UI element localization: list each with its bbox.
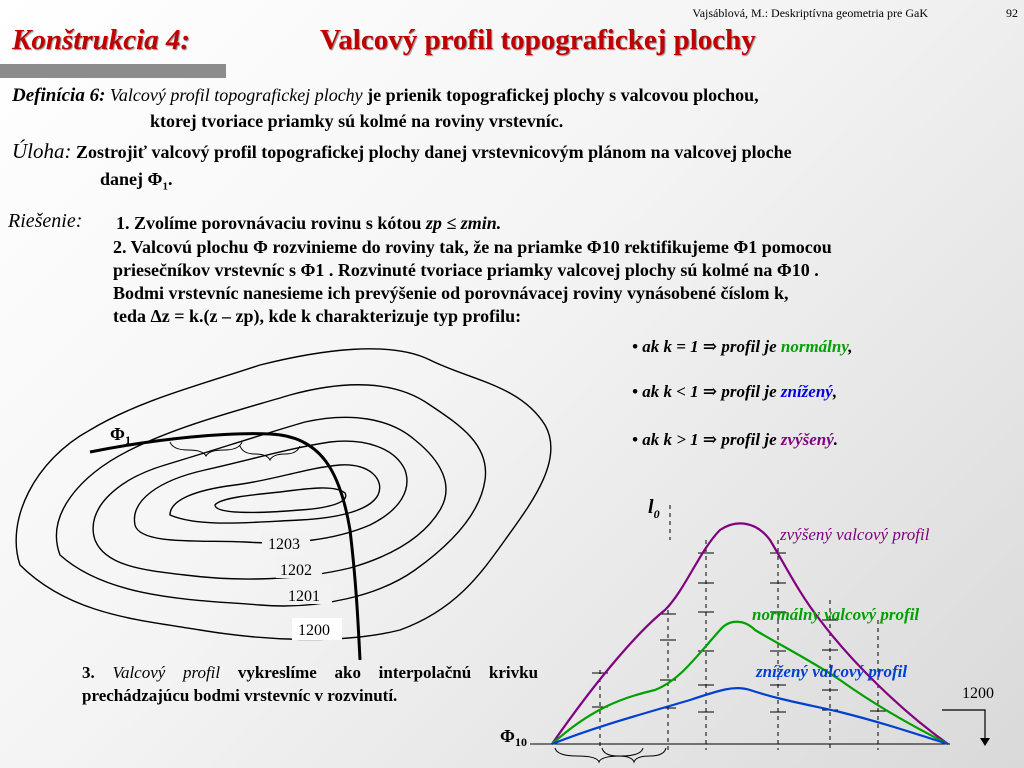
measure-braces bbox=[555, 748, 666, 762]
task-text-2 bbox=[100, 168, 172, 199]
contour-1203 bbox=[134, 441, 406, 543]
definition-text: je prienik topografickej plochy s valcovou plochou, bbox=[367, 85, 759, 105]
definition-label: Definícia 6: bbox=[12, 85, 106, 106]
contour-height-labels bbox=[262, 532, 342, 640]
solution-label: Riešenie: bbox=[8, 210, 83, 232]
step-3 bbox=[82, 661, 538, 707]
raised-profile-label: zvýšený valcový profil bbox=[780, 525, 930, 544]
label-1203: 1203 bbox=[268, 536, 300, 553]
solution-step-2 bbox=[113, 236, 1013, 328]
solution-step-1 bbox=[116, 212, 501, 235]
phi1-label: $\Phi_1$ bbox=[110, 424, 131, 447]
base-level-label: 1200 bbox=[962, 685, 994, 702]
definition-text-2: ktorej tvoriace priamky sú kolmé na roviny vrstevníc. bbox=[150, 111, 564, 131]
header-reference: Vajsáblová, M.: Deskriptívna geometria pre GaK bbox=[692, 6, 928, 20]
definition-block bbox=[12, 84, 1017, 107]
label-1202: 1202 bbox=[280, 562, 312, 579]
page-number: 92 bbox=[1006, 6, 1018, 20]
reduced-profile-label: znížený valcový profil bbox=[756, 662, 908, 681]
contour-summit bbox=[215, 488, 346, 512]
page-title: Valcový profil topografickej plochy bbox=[320, 24, 756, 56]
l0-label: $l_0$ bbox=[648, 496, 660, 521]
contour-map bbox=[0, 330, 560, 660]
step3-text: vykreslíme ako interpolačnú krivku prechádzajúcu bodmi vrstevníc v rozvinutí. bbox=[82, 663, 539, 705]
task-end: . bbox=[167, 169, 173, 189]
bullet-reduced: • ak k < 1 ⇒ profil je znížený, bbox=[632, 382, 838, 401]
normal-profile-label: normálny valcový profil bbox=[752, 605, 920, 624]
title-underline-bar bbox=[0, 64, 226, 78]
construction-title: Konštrukcia 4: bbox=[12, 24, 191, 56]
phi10-label: $\Phi_{10}$ bbox=[500, 726, 527, 749]
contour-1201 bbox=[56, 385, 485, 606]
base-level-arrow bbox=[942, 710, 985, 742]
task-text: Zostrojiť valcový profil topografickej plochy danej vrstevnicovým plánom na valcovej ploche bbox=[76, 142, 792, 162]
step2-line-1: 2. Valcovú plochu Φ rozvinieme do roviny tak, že na priamke Φ10 rektifikujeme Φ1 pomocou bbox=[113, 237, 832, 257]
step2-line-4: teda Δz = k.(z – zp), kde k charakterizuje typ profilu: bbox=[113, 306, 522, 326]
step3-term: Valcový profil bbox=[112, 663, 221, 682]
profile-diagram bbox=[480, 480, 1024, 765]
step2-line-3: Bodmi vrstevníc nanesieme ich prevýšenie od porovnávacej roviny vynásobené číslom k, bbox=[113, 283, 789, 303]
label-1200: 1200 bbox=[298, 622, 330, 639]
task-block bbox=[12, 140, 1017, 164]
task-label: Úloha: bbox=[12, 139, 72, 163]
label-1201: 1201 bbox=[288, 588, 320, 605]
task-phi: danej Φ bbox=[100, 169, 163, 189]
bullet-raised: • ak k > 1 ⇒ profil je zvýšený. bbox=[632, 430, 839, 449]
contour-1200 bbox=[16, 349, 551, 640]
task-phi-sub: 1 bbox=[162, 180, 168, 193]
definition-term: Valcový profil topografickej plochy bbox=[109, 85, 363, 105]
step1-text: 1. Zvolíme porovnávaciu rovinu s kótou bbox=[116, 213, 422, 233]
step3-number: 3. bbox=[82, 663, 95, 682]
step1-math: zp ≤ zmin. bbox=[425, 213, 502, 233]
base-arrow-head bbox=[980, 738, 990, 746]
bullet-normal: • ak k = 1 ⇒ profil je normálny, bbox=[632, 337, 853, 356]
step2-line-2: priesečníkov vrstevníc s Φ1 . Rozvinuté tvoriace priamky valcovej plochy sú kolmé na Φ10 . bbox=[113, 260, 819, 280]
